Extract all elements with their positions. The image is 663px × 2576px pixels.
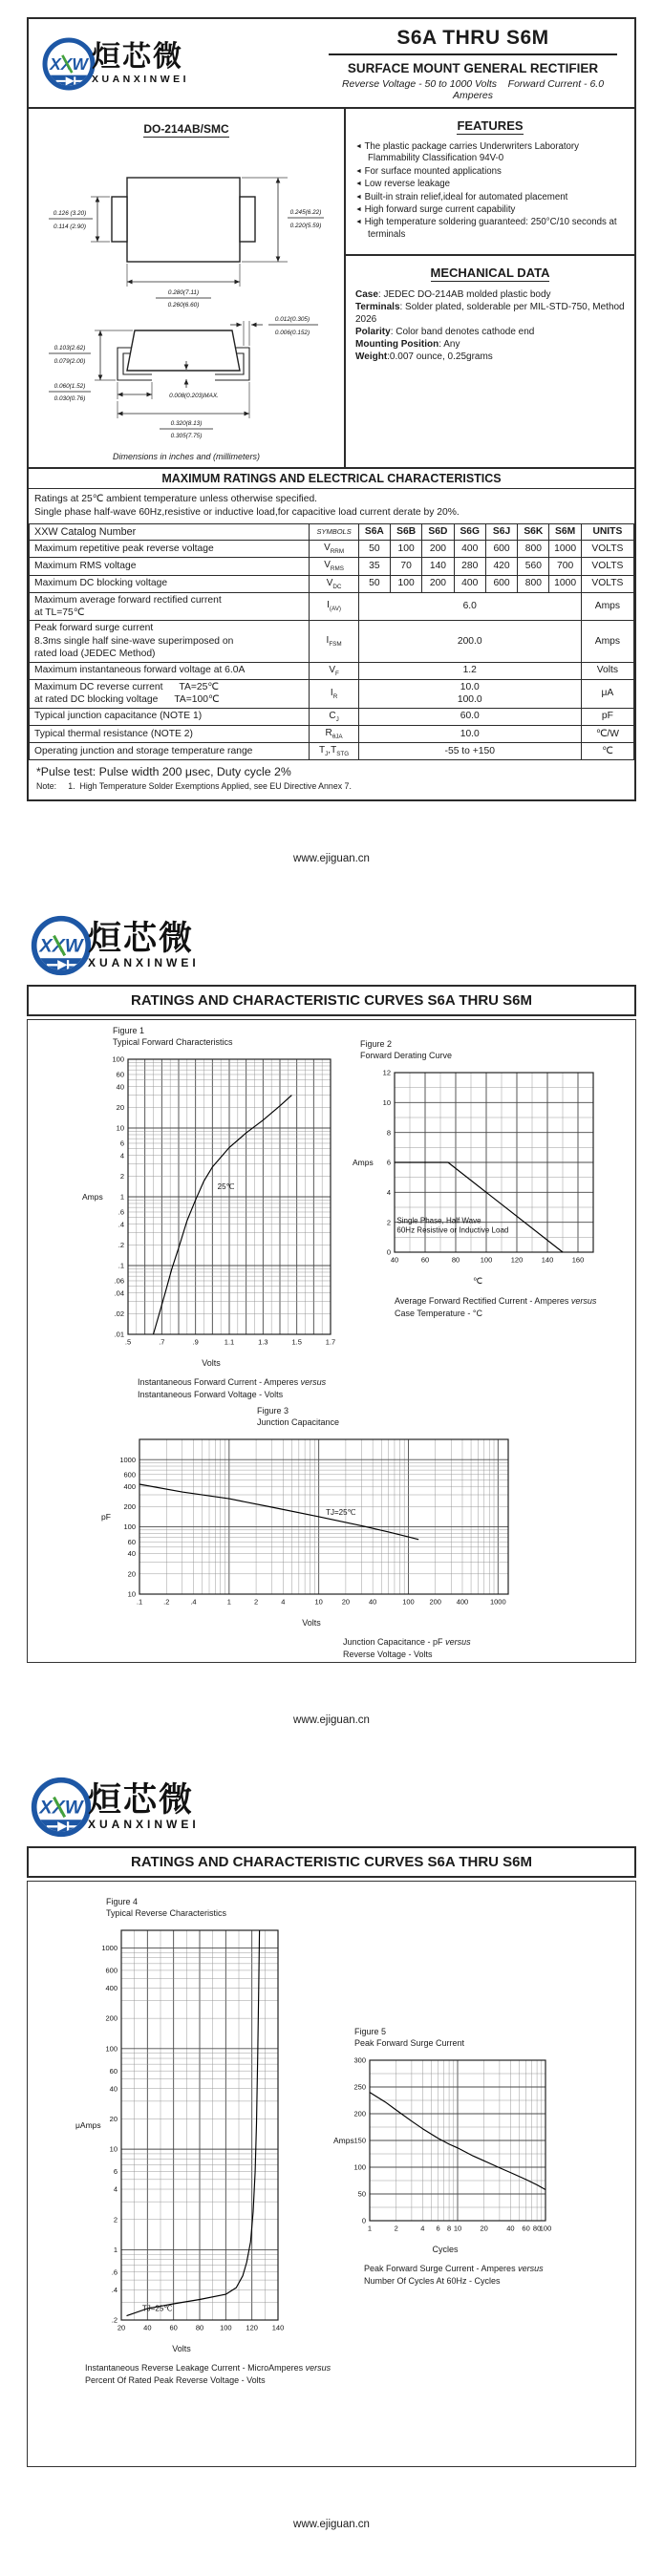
svg-text:60: 60 [109, 2067, 118, 2076]
svg-text:1000: 1000 [489, 1597, 506, 1607]
svg-text:8: 8 [446, 2224, 452, 2233]
fig3-caption: Junction Capacitance - pF versus Reverse Voltage - Volts [343, 1637, 471, 1659]
xxw-logo-icon [40, 34, 97, 94]
ratings-table [29, 523, 634, 760]
svg-text:40: 40 [368, 1597, 377, 1607]
svg-text:40: 40 [109, 2084, 118, 2094]
fig1-y-axis-label: Amps [82, 1192, 103, 1203]
feature-item: ◄ High forward surge current capability [355, 204, 516, 216]
svg-text:150: 150 [353, 2136, 366, 2145]
svg-text:100: 100 [480, 1255, 493, 1265]
curve-annotation: TJ=25℃ [141, 2305, 173, 2314]
svg-text:.02: .02 [114, 1309, 124, 1319]
condition-line: Ratings at 25℃ ambient temperature unless otherwise specified. [34, 494, 318, 504]
ratings-row: Maximum DC reverse current TA=25℃ at rated DC blocking voltage TA=100℃ $I_R$ 10.0 100.0 μA [30, 679, 634, 708]
eu-directive-note: Note: 1. High Temperature Solder Exemptions Applied, see EU Directive Annex 7. [36, 781, 352, 792]
svg-text:40: 40 [390, 1255, 399, 1265]
company-logo [40, 34, 189, 94]
arrow-bullet-icon: ◄ [355, 193, 362, 201]
svg-text:10: 10 [453, 2224, 462, 2233]
mechanical-line: Mounting Position: Any [355, 339, 460, 351]
fig5-x-axis-label: Cycles [432, 2245, 459, 2255]
features-list [355, 141, 625, 241]
svg-text:20: 20 [127, 1569, 136, 1579]
figure-4 [74, 1897, 331, 2387]
dim-bodyh-max: 0.245(6.22) [289, 209, 322, 216]
ratings-row: Maximum average forward rectified current at TL=75℃ $I_{(AV)}$ 6.0 Amps [30, 592, 634, 621]
svg-text:.2: .2 [111, 2315, 118, 2325]
dim-leadt-min: 0.006(0.152) [274, 330, 310, 336]
curve-annotation: 25℃ [217, 1182, 235, 1192]
svg-text:120: 120 [246, 2323, 258, 2332]
svg-text:20: 20 [117, 2323, 126, 2332]
svg-text:100: 100 [112, 1054, 124, 1064]
svg-text:1000: 1000 [101, 1944, 118, 1953]
svg-text:200: 200 [429, 1597, 441, 1607]
parameter-cell: Operating junction and storage temperature range [30, 742, 310, 759]
svg-text:60: 60 [169, 2323, 178, 2332]
brand-chinese: 烜芯微 [92, 41, 183, 74]
svg-text:6: 6 [436, 2224, 440, 2233]
ratings-row: Typical junction capacitance (NOTE 1) $C_J$ 60.0 pF [30, 708, 634, 725]
svg-text:400: 400 [105, 1984, 118, 1993]
fig2-caption: Average Forward Rectified Current - Amperes versus Case Temperature - °C [395, 1296, 597, 1318]
curves-panel-1 [27, 1019, 636, 1663]
fig5-label: Figure 5 Peak Forward Surge Current [354, 2027, 465, 2048]
mechanical-line: Weight:0.007 ounce, 0.25grams [355, 351, 493, 363]
svg-text:200: 200 [353, 2109, 366, 2118]
parameter-cell: Maximum RMS voltage [30, 558, 310, 575]
svg-text:.1: .1 [136, 1597, 143, 1607]
arrow-bullet-icon: ◄ [355, 219, 362, 226]
figure-3 [99, 1406, 524, 1661]
svg-text:20: 20 [341, 1597, 351, 1607]
brand-english: XUANXINWEI [92, 73, 190, 85]
svg-text:2: 2 [394, 2224, 398, 2233]
footer-url[interactable]: www.ejiguan.cn [293, 853, 370, 865]
fig2-y-axis-label: Amps [353, 1158, 374, 1168]
dim-overall-min: 0.305(7.75) [170, 433, 203, 439]
arrow-bullet-icon: ◄ [355, 206, 362, 214]
svg-text:300: 300 [353, 2055, 366, 2065]
dim-height-min: 0.079(2.00) [53, 358, 86, 365]
curve-annotation: Single Phase, Half Wave 60Hz Resistive or Inductive Load [396, 1216, 509, 1235]
svg-text:1.3: 1.3 [258, 1337, 268, 1347]
brand-chinese: 烜芯微 [88, 1780, 195, 1819]
svg-text:40: 40 [143, 2323, 152, 2332]
fig2-chart [351, 1065, 605, 1269]
mechanical-heading: MECHANICAL DATA [430, 266, 550, 281]
svg-text:100: 100 [220, 2323, 232, 2332]
feature-item: ◄ Built-in strain relief,ideal for automated placement [355, 191, 568, 202]
svg-text:600: 600 [123, 1470, 136, 1480]
ratings-tagline: Reverse Voltage - 50 to 1000 Volts Forward Current - 6.0 Amperes [341, 78, 607, 101]
dim-bodyw-max: 0.280(7.11) [167, 289, 200, 296]
svg-text:100: 100 [105, 2044, 118, 2054]
fig5-caption: Peak Forward Surge Current - Amperes versus Number Of Cycles At 60Hz - Cycles [364, 2264, 544, 2286]
svg-text:60: 60 [420, 1255, 430, 1265]
svg-text:200: 200 [123, 1502, 136, 1512]
svg-text:.4: .4 [190, 1597, 197, 1607]
company-logo [29, 1772, 663, 1841]
mechanical-line: Polarity: Color band denotes cathode end [355, 327, 535, 338]
datasheet-document [0, 17, 663, 2530]
parameter-cell: Maximum DC reverse current TA=25℃ at rated DC blocking voltage TA=100℃ [30, 679, 310, 708]
package-drawing-panel [29, 109, 344, 467]
svg-text:10: 10 [314, 1597, 323, 1607]
page-2 [0, 910, 663, 1663]
fig2-x-axis-label: ℃ [472, 1276, 483, 1287]
fig5-chart [332, 2053, 559, 2238]
parameter-cell: Typical junction capacitance (NOTE 1) [30, 708, 310, 725]
logo-monogram: XXW [39, 1797, 83, 1819]
footer-url[interactable]: www.ejiguan.cn [293, 2519, 370, 2531]
svg-text:.04: .04 [114, 1288, 124, 1298]
dim-tab-min: 0.114 (2.90) [53, 224, 86, 230]
pulse-test-note: *Pulse test: Pulse width 200 μsec, Duty cycle 2% [36, 765, 291, 779]
features-heading: FEATURES [457, 118, 524, 133]
dim-tab-max: 0.126 (3.20) [53, 210, 87, 217]
svg-text:1: 1 [367, 2224, 373, 2233]
svg-text:.7: .7 [159, 1337, 165, 1347]
svg-text:10: 10 [109, 2145, 118, 2155]
svg-text:100: 100 [123, 1522, 136, 1532]
dim-bodyh-min: 0.220(5.59) [289, 223, 322, 229]
svg-text:40: 40 [506, 2224, 515, 2233]
fig4-x-axis-label: Volts [172, 2344, 191, 2354]
svg-text:20: 20 [109, 2115, 118, 2124]
svg-text:20: 20 [116, 1103, 124, 1113]
ratings-footnotes [29, 760, 634, 799]
svg-text:.01: .01 [114, 1330, 124, 1339]
parameter-cell: Maximum average forward rectified current at TL=75℃ [30, 592, 310, 621]
package-name: DO-214AB/SMC [143, 122, 229, 136]
svg-text:4: 4 [420, 2224, 425, 2233]
svg-text:40: 40 [127, 1549, 136, 1559]
fig5-y-axis-label: Amps [333, 2136, 354, 2146]
parameter-cell: Typical thermal resistance (NOTE 2) [30, 725, 310, 742]
ratings-conditions [29, 489, 634, 523]
svg-text:.4: .4 [111, 2286, 118, 2295]
xxw-logo-icon [29, 1774, 94, 1841]
svg-text:1.5: 1.5 [291, 1337, 302, 1347]
page1-header [29, 19, 634, 107]
svg-text:6: 6 [113, 2167, 118, 2177]
fig3-x-axis-label: Volts [302, 1618, 321, 1629]
body-top-view [127, 178, 240, 262]
svg-text:400: 400 [123, 1482, 136, 1492]
svg-text:10: 10 [382, 1098, 391, 1108]
mechanical-lines [355, 288, 625, 363]
svg-text:10: 10 [116, 1123, 124, 1133]
fig4-chart [74, 1923, 289, 2337]
arrow-bullet-icon: ◄ [355, 167, 362, 175]
curves-panel-2 [27, 1881, 636, 2467]
curves-banner: RATINGS AND CHARACTERISTIC CURVES S6A THRU S6M [27, 985, 636, 1016]
svg-text:80: 80 [451, 1255, 460, 1265]
svg-text:2: 2 [253, 1597, 259, 1607]
dim-height-max: 0.103(2.62) [53, 345, 86, 351]
arrow-bullet-icon: ◄ [355, 181, 362, 188]
junction-capacitance-25C-curve [139, 1484, 418, 1540]
figure-2 [351, 1039, 605, 1320]
svg-text:100: 100 [539, 2224, 552, 2233]
svg-text:1.7: 1.7 [325, 1337, 336, 1347]
dimensions-caption: Dimensions in inches and (millimeters) [112, 452, 261, 461]
page-3 [0, 1772, 663, 2467]
svg-text:60: 60 [127, 1538, 136, 1547]
svg-text:60: 60 [522, 2224, 530, 2233]
svg-text:1: 1 [226, 1597, 231, 1607]
ratings-row: Maximum repetitive peak reverse voltage $V_{RRM}$ 50 100 200 400 600 800 1000 VOLTS [30, 541, 634, 558]
dim-bodyw-min: 0.260(6.60) [167, 302, 200, 309]
ratings-section [29, 467, 634, 799]
svg-text:2: 2 [113, 2215, 118, 2225]
dim-overall-max: 0.320(8.13) [170, 420, 203, 427]
page-1 [27, 17, 636, 801]
features-mechanical-panel [344, 109, 634, 467]
title-block [321, 27, 625, 101]
svg-text:4: 4 [119, 1151, 124, 1160]
feature-item: ◄ For surface mounted applications [355, 165, 502, 177]
svg-text:100: 100 [402, 1597, 415, 1607]
fig1-label: Figure 1 Typical Forward Characteristics [113, 1026, 233, 1047]
svg-text:.5: .5 [124, 1337, 132, 1347]
svg-text:0: 0 [361, 2216, 366, 2225]
svg-text:250: 250 [353, 2082, 366, 2092]
xxw-logo-icon [29, 912, 94, 979]
svg-text:50: 50 [357, 2189, 366, 2199]
fig3-label: Figure 3 Junction Capacitance [257, 1406, 340, 1427]
dim-leadl-min: 0.030(0.76) [53, 395, 86, 402]
fig4-caption: Instantaneous Reverse Leakage Current - MicroAmperes versus Percent Of Rated Peak Reverse Voltage - Volts [85, 2363, 332, 2385]
condition-line: Single phase half-wave 60Hz,resistive or inductive load,for capacitive load current derate by 20%. [34, 506, 460, 518]
curves-banner: RATINGS AND CHARACTERISTIC CURVES S6A THRU S6M [27, 1846, 636, 1878]
svg-text:20: 20 [480, 2224, 488, 2233]
svg-text:100: 100 [353, 2162, 366, 2172]
svg-text:.2: .2 [163, 1597, 170, 1607]
title-divider [329, 53, 617, 55]
svg-text:2: 2 [386, 1218, 391, 1227]
feature-item: ◄ The plastic package carries Underwriters Laboratory Flammability Classification 94V-0 [355, 141, 579, 164]
part-number-title: S6A THRU S6M [396, 27, 549, 49]
svg-text:80: 80 [532, 2224, 542, 2233]
logo-monogram: XXW [50, 53, 88, 74]
svg-text:1000: 1000 [119, 1456, 136, 1465]
package-outline-drawing [43, 143, 330, 441]
fig3-y-axis-label: pF [101, 1512, 111, 1522]
feature-item: ◄ High temperature soldering guaranteed: 250°C/10 seconds at terminals [355, 217, 617, 240]
svg-text:0: 0 [386, 1247, 391, 1257]
mechanical-line: Case: JEDEC DO-214AB molded plastic body [355, 289, 551, 301]
svg-text:400: 400 [456, 1597, 469, 1607]
company-logo [29, 910, 663, 979]
svg-text:120: 120 [510, 1255, 524, 1265]
fig3-chart [99, 1432, 524, 1611]
svg-text:12: 12 [382, 1068, 391, 1077]
svg-text:.1: .1 [118, 1261, 124, 1270]
ratings-row: Maximum DC blocking voltage $V_{DC}$ 50 100 200 400 600 800 1000 VOLTS [30, 575, 634, 592]
svg-text:6: 6 [119, 1139, 124, 1148]
doc-subtitle: SURFACE MOUNT GENERAL RECTIFIER [347, 61, 599, 75]
svg-text:140: 140 [541, 1255, 554, 1265]
ratings-row: Peak forward surge current 8.3ms single half sine-wave superimposed on rated load (JEDEC Method) $I_{FSM}$ 200.0 Amps [30, 621, 634, 662]
mechanical-line: Terminals: Solder plated, solderable per MIL-STD-750, Method 2026 [355, 302, 625, 326]
dim-leadl-max: 0.060(1.52) [53, 383, 86, 390]
svg-text:.9: .9 [192, 1337, 199, 1347]
svg-text:4: 4 [386, 1188, 391, 1198]
footer-url[interactable]: www.ejiguan.cn [293, 1714, 370, 1727]
curve-annotation: TJ=25℃ [326, 1508, 356, 1518]
table-header-row: XXW Catalog Number SYMBOLS S6A S6B S6D S6G S6J S6K S6M UNITS [30, 524, 634, 541]
svg-text:1: 1 [119, 1192, 124, 1202]
parameter-cell: Peak forward surge current 8.3ms single half sine-wave superimposed on rated load (JEDEC Method) [30, 621, 310, 662]
feature-item: ◄ Low reverse leakage [355, 179, 451, 190]
fig1-caption: Instantaneous Forward Current - Amperes versus Instantaneous Forward Voltage - Volts [138, 1377, 327, 1399]
fig1-chart [80, 1052, 342, 1352]
svg-text:140: 140 [271, 2323, 285, 2332]
svg-text:6: 6 [386, 1158, 391, 1167]
svg-text:600: 600 [105, 1966, 118, 1975]
figure-5 [332, 2027, 559, 2288]
svg-text:4: 4 [113, 2185, 118, 2195]
parameter-cell: Maximum repetitive peak reverse voltage [30, 541, 310, 558]
svg-text:.4: .4 [118, 1220, 124, 1229]
svg-text:1: 1 [113, 2246, 118, 2255]
svg-text:10: 10 [127, 1589, 136, 1599]
svg-text:4: 4 [281, 1597, 286, 1607]
ratings-row: Typical thermal resistance (NOTE 2) $R_{\theta JA}$ 10.0 ℃/W [30, 725, 634, 742]
svg-text:1.1: 1.1 [224, 1337, 235, 1347]
mechanical-data-panel [346, 254, 634, 367]
figure-1 [80, 1026, 342, 1401]
svg-text:.2: .2 [118, 1241, 124, 1250]
svg-text:60: 60 [116, 1070, 124, 1079]
logo-monogram: XXW [39, 935, 83, 957]
fig2-label: Figure 2 Forward Derating Curve [360, 1039, 453, 1060]
svg-text:.6: .6 [118, 1207, 124, 1217]
fig4-y-axis-label: μAmps [75, 2120, 101, 2131]
brand-english: XUANXINWEI [88, 1818, 200, 1832]
ratings-row: Operating junction and storage temperature range $T_J,T_{STG}$ -55 to +150 ℃ [30, 742, 634, 759]
dim-standoff: 0.008(0.203)MAX. [169, 393, 219, 399]
arrow-bullet-icon: ◄ [355, 143, 362, 150]
svg-text:160: 160 [571, 1255, 585, 1265]
svg-text:40: 40 [116, 1082, 124, 1092]
ratings-row: Maximum instantaneous forward voltage at 6.0A $V_F$ 1.2 Volts [30, 662, 634, 679]
fig1-x-axis-label: Volts [202, 1358, 221, 1369]
svg-text:.6: .6 [111, 2267, 118, 2277]
svg-text:2: 2 [119, 1172, 124, 1182]
parameter-cell: Maximum DC blocking voltage [30, 575, 310, 592]
svg-text:80: 80 [195, 2323, 204, 2332]
parameter-cell: Maximum instantaneous forward voltage at 6.0A [30, 662, 310, 679]
ratings-row: Maximum RMS voltage $V_{RMS}$ 35 70 140 280 420 560 700 VOLTS [30, 558, 634, 575]
brand-english: XUANXINWEI [88, 956, 200, 970]
svg-text:.06: .06 [114, 1276, 124, 1286]
brand-chinese: 烜芯微 [88, 919, 195, 957]
svg-text:8: 8 [386, 1128, 391, 1138]
fig4-label: Figure 4 Typical Reverse Characteristics [106, 1897, 227, 1918]
svg-text:200: 200 [105, 2014, 118, 2024]
ratings-title: MAXIMUM RATINGS AND ELECTRICAL CHARACTERISTICS [29, 467, 634, 489]
body-side-view [127, 330, 240, 371]
dim-leadt-max: 0.012(0.305) [274, 316, 310, 323]
left-tab [112, 197, 127, 242]
right-tab [240, 197, 255, 242]
